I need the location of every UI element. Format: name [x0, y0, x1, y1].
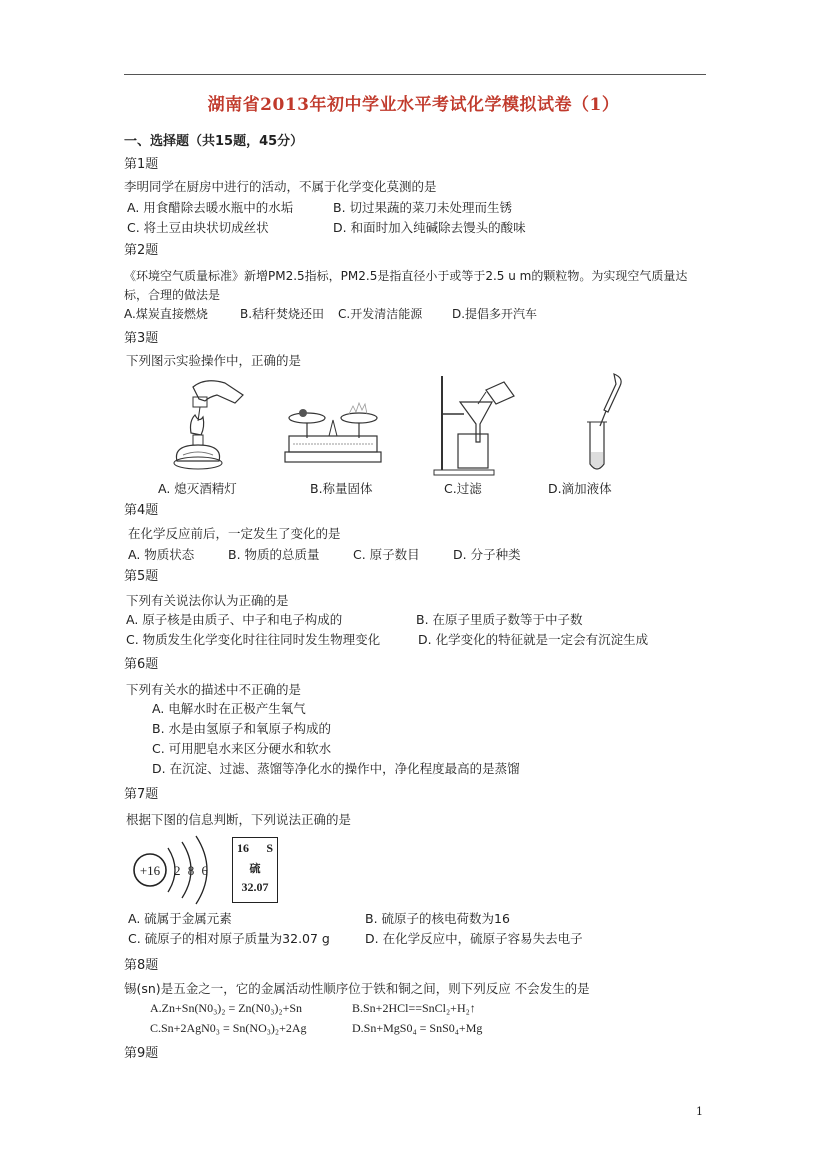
nucleus-charge: +16 — [139, 863, 161, 878]
question-1-heading: 第1题 — [124, 157, 159, 172]
question-3-stem: 下列图示实验操作中，正确的是 — [126, 353, 302, 368]
question-3-option-a: A. 熄灭酒精灯 — [158, 481, 237, 496]
question-5-option-b: B. 在原子里质子数等于中子数 — [416, 612, 583, 627]
question-2-option-a: A.煤炭直接燃烧 — [124, 307, 208, 321]
question-7-option-a: A. 硫属于金属元素 — [128, 911, 232, 926]
question-8-option-c: C.Sn+2AgN0₃ = Sn(NO₃)₂+2Ag — [150, 1021, 307, 1035]
question-2-stem-line1: 《环境空气质量标准》新增PM2.5指标，PM2.5是指直径小于或等于2.5 u m的颗粒物。为实现空气质量达 — [124, 269, 688, 283]
question-7-option-d: D. 在化学反应中，硫原子容易失去电子 — [365, 931, 583, 946]
element-name: 硫 — [249, 862, 261, 875]
question-6-heading: 第6题 — [124, 657, 159, 672]
question-7-option-c: C. 硫原子的相对原子质量为32.07 g — [128, 931, 330, 946]
exam-title: 湖南省2013年初中学业水平考试化学模拟试卷（1） — [207, 95, 620, 115]
question-6-option-d: D. 在沉淀、过滤、蒸馏等净化水的操作中，净化程度最高的是蒸馏 — [152, 761, 520, 776]
question-3-option-d: D.滴加液体 — [548, 481, 612, 496]
question-8-stem: 锡(sn)是五金之一，它的金属活动性顺序位于铁和铜之间，则下列反应 不会发生的是 — [124, 981, 590, 996]
periodic-element-card — [232, 837, 278, 903]
question-1-option-a: A. 用食醋除去暖水瓶中的水垢 — [127, 200, 294, 215]
question-4-heading: 第4题 — [124, 503, 159, 518]
question-3-heading: 第3题 — [124, 331, 159, 346]
question-5-stem: 下列有关说法你认为正确的是 — [126, 593, 289, 608]
question-2-option-b: B.秸秆焚烧还田 — [240, 307, 325, 321]
question-1-option-c: C. 将土豆由块状切成丝状 — [127, 220, 269, 235]
question-6-option-c: C. 可用肥皂水来区分硬水和软水 — [152, 741, 332, 756]
question-1-stem: 李明同学在厨房中进行的活动，不属于化学变化莫测的是 — [124, 179, 437, 194]
question-2-heading: 第2题 — [124, 243, 159, 258]
question-4-stem: 在化学反应前后，一定发生了变化的是 — [128, 526, 341, 541]
question-8-heading: 第8题 — [124, 958, 159, 973]
question-2-option-c: C.开发清洁能源 — [338, 307, 423, 321]
dropper-figure — [580, 372, 630, 477]
question-7-option-b: B. 硫原子的核电荷数为16 — [365, 911, 510, 926]
question-1-option-d: D. 和面时加入纯碱除去馒头的酸味 — [333, 220, 526, 235]
element-symbol: S — [266, 841, 273, 855]
question-6-option-b: B. 水是由氢原子和氧原子构成的 — [152, 721, 332, 736]
question-4-option-b: B. 物质的总质量 — [228, 547, 320, 562]
sulfur-atom-structure-diagram — [128, 834, 220, 906]
header-rule — [124, 74, 706, 75]
section-heading: 一、选择题（共15题，45分） — [124, 134, 304, 149]
atomic-mass: 32.07 — [241, 880, 269, 894]
question-2-stem-line2: 标，合理的做法是 — [124, 288, 221, 302]
filtration-figure — [430, 372, 520, 477]
question-4-option-a: A. 物质状态 — [128, 547, 195, 562]
balance-figure — [283, 398, 383, 470]
question-7-heading: 第7题 — [124, 787, 159, 802]
question-8-option-a: A.Zn+Sn(N0₃)₂ = Zn(N0₃)₂+Sn — [150, 1001, 303, 1015]
electron-shells: 2 8 6 — [174, 863, 210, 878]
question-9-heading: 第9题 — [124, 1046, 159, 1061]
question-7-stem: 根据下图的信息判断，下列说法正确的是 — [126, 812, 352, 827]
atomic-number: 16 — [237, 841, 249, 855]
page-number: 1 — [696, 1105, 703, 1118]
alcohol-lamp-figure — [165, 375, 245, 480]
question-1-option-b: B. 切过果蔬的菜刀未处理而生锈 — [333, 200, 513, 215]
question-5-option-c: C. 物质发生化学变化时往往同时发生物理变化 — [126, 632, 381, 647]
question-6-option-a: A. 电解水时在正极产生氧气 — [152, 701, 306, 716]
question-5-option-d: D. 化学变化的特征就是一定会有沉淀生成 — [418, 632, 649, 647]
question-4-option-d: D. 分子种类 — [453, 547, 521, 562]
question-3-option-b: B.称量固体 — [310, 481, 373, 496]
question-8-option-d: D.Sn+MgS0₄ = SnS0₄+Mg — [352, 1021, 483, 1035]
question-5-option-a: A. 原子核是由质子、中子和电子构成的 — [126, 612, 343, 627]
question-8-option-b: B.Sn+2HCl==SnCl₂+H₂↑ — [352, 1001, 476, 1015]
question-3-option-c: C.过滤 — [444, 481, 482, 496]
question-5-heading: 第5题 — [124, 569, 159, 584]
question-4-option-c: C. 原子数目 — [353, 547, 420, 562]
question-6-stem: 下列有关水的描述中不正确的是 — [126, 682, 302, 697]
question-2-option-d: D.提倡多开汽车 — [452, 307, 538, 321]
